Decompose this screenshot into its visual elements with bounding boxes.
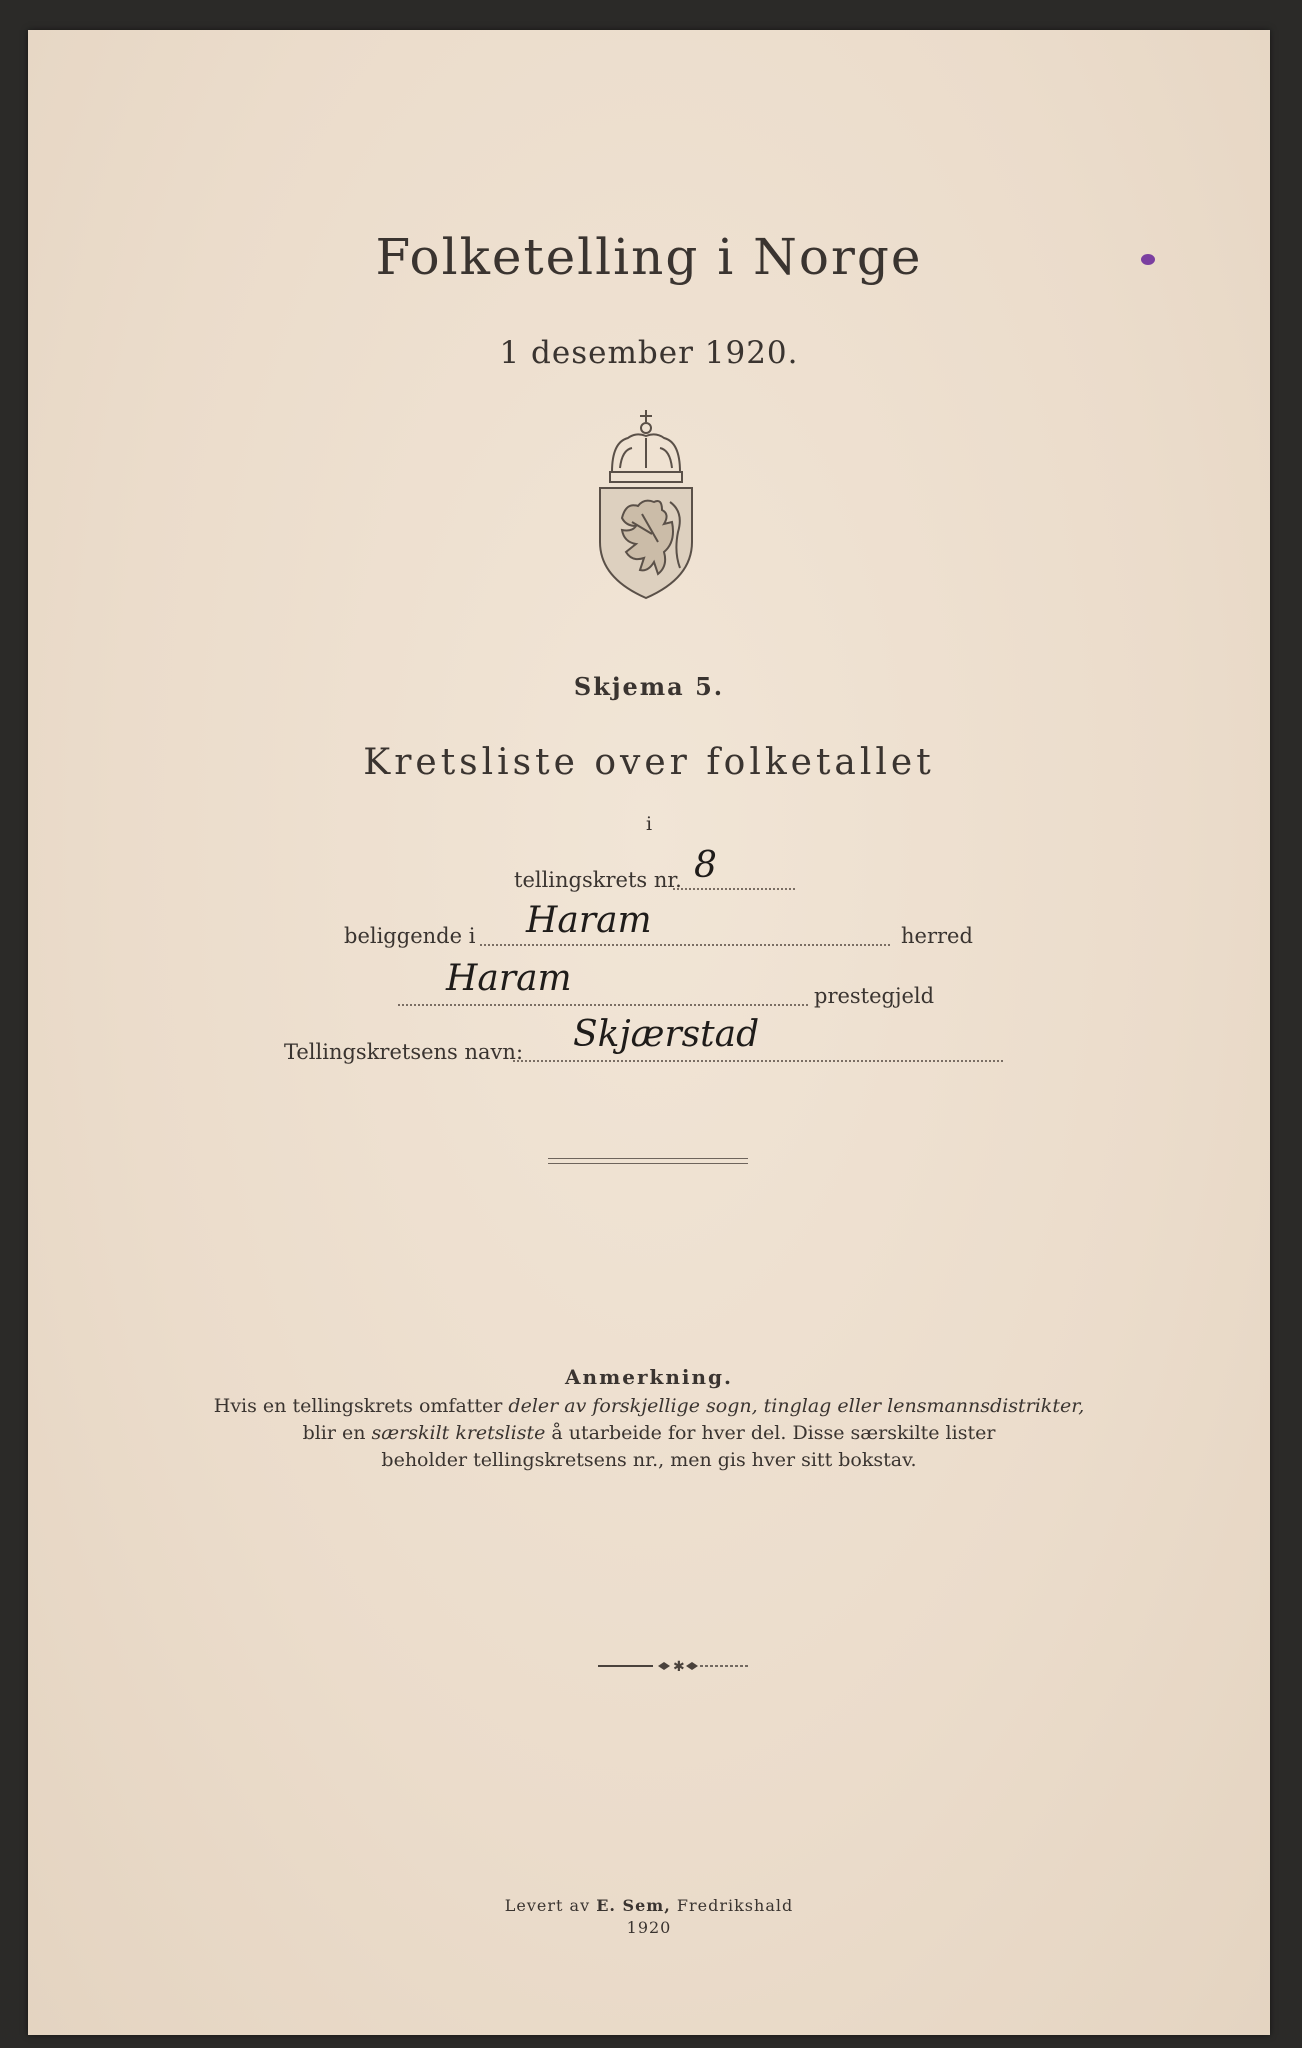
prestegjeld-value[interactable]: Haram	[446, 958, 572, 999]
krets-label: tellingskrets nr.	[514, 868, 682, 892]
note-line-2-text-b: å utarbeide for hver del. Disse særskilte lister	[545, 1422, 996, 1444]
note-line-1	[28, 1395, 1270, 1417]
print-year: 1920	[626, 1918, 672, 1937]
page-title: Folketelling i Norge	[375, 228, 923, 286]
note-line-2-emphasis: særskilt kretsliste	[371, 1422, 546, 1444]
krets-value[interactable]: 8	[694, 845, 717, 886]
norwegian-coat-of-arms-icon	[592, 402, 700, 602]
note-line-1-text: Hvis en tellingskrets omfatter	[213, 1395, 509, 1417]
note-line-3: beholder tellingskretsens nr., men gis hver sitt bokstav.	[381, 1449, 917, 1471]
printer-name: E. Sem,	[596, 1896, 671, 1915]
beliggende-dotted-line	[480, 944, 890, 946]
note-title: Anmerkning.	[565, 1365, 733, 1389]
double-rule-divider	[548, 1158, 748, 1164]
note-line-2-text-a: blir en	[302, 1422, 372, 1444]
printer-credit-prefix: Levert av	[504, 1896, 597, 1915]
krets-dotted-line	[673, 888, 795, 890]
census-date: 1 desember 1920.	[499, 335, 799, 371]
beliggende-value[interactable]: Haram	[526, 900, 652, 941]
herred-label: herred	[901, 924, 973, 948]
prestegjeld-dotted-line	[398, 1004, 808, 1006]
navn-label: Tellingskretsens navn:	[284, 1040, 524, 1064]
schema-number: Skjema 5.	[573, 672, 725, 701]
census-form-page	[28, 30, 1270, 2035]
prestegjeld-label: prestegjeld	[814, 984, 935, 1008]
ornament-divider-icon	[598, 1660, 748, 1672]
navn-value[interactable]: Skjærstad	[573, 1014, 760, 1055]
connector-text: i	[645, 813, 653, 835]
printer-credit	[28, 1896, 1270, 1915]
printer-location: Fredrikshald	[670, 1896, 794, 1915]
beliggende-label: beliggende i	[344, 924, 476, 948]
note-line-1-emphasis: deler av forskjellige sogn, tinglag eller lensmannsdistrikter,	[508, 1395, 1085, 1417]
navn-dotted-line	[513, 1060, 1003, 1062]
note-line-2	[28, 1422, 1270, 1444]
form-heading: Kretsliste over folketallet	[363, 742, 935, 783]
svg-text:✱: ✱	[673, 1660, 685, 1672]
